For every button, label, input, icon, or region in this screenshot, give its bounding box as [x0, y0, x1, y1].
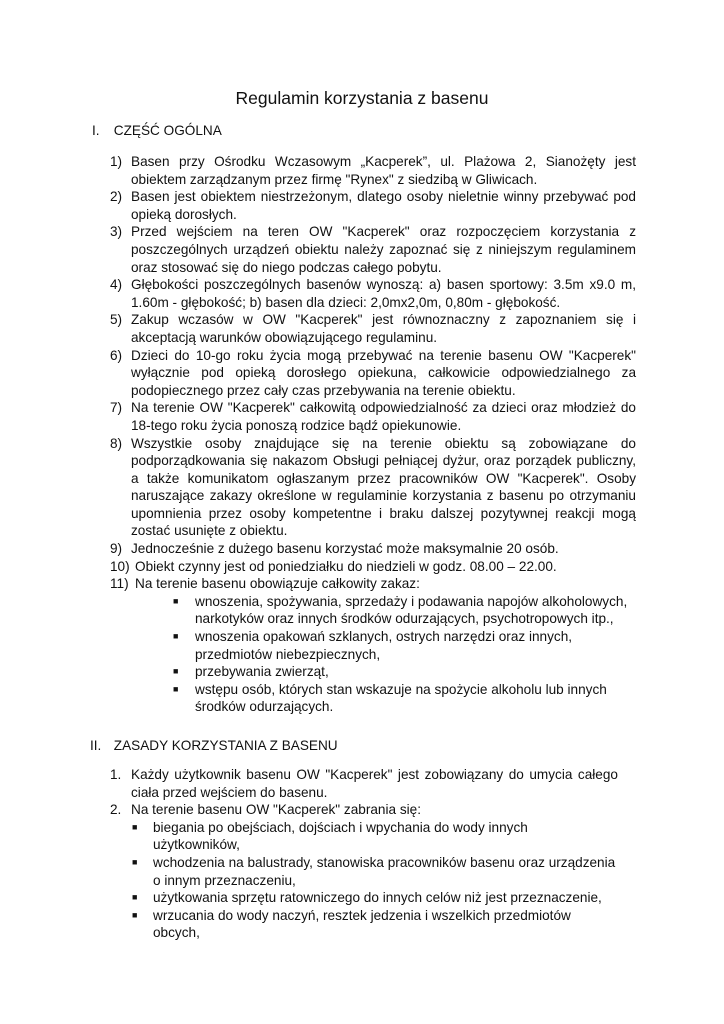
section-heading-general	[92, 123, 222, 138]
item-number: 10)	[110, 558, 130, 574]
item-text: Wszystkie osoby znajdujące się na terenie obiektu są zobowiązane do podporządkowania się nakazom Obsługi pełniącej dyżur, oraz porządek publiczny, a także komunikatom ogłaszanym przez pracowników OW "Kacperek". Osoby naruszające zakazy określone w regulaminie korzystania z basenu po otrzymaniu upomnienia przez osoby kompetentne i braku dalszej pozytywnej reakcji mogą zostać usunięte z obiektu.	[131, 435, 636, 539]
item-text: Przed wejściem na teren OW "Kacperek" oraz rozpoczęciem korzystania z poszczególnych urządzeń obiektu należy zapoznać się z niniejszym regulaminem oraz stosować się do niego podczas całego pobytu.	[131, 224, 636, 275]
item-number: 8)	[110, 435, 123, 451]
list-item	[110, 575, 636, 593]
general-rules-list	[110, 153, 636, 716]
list-item	[110, 435, 636, 541]
item-number: 3)	[110, 224, 123, 240]
item-number: 5)	[110, 312, 123, 328]
square-bullet-icon: ■	[132, 821, 138, 832]
bullet-text: wnoszenia, spożywania, sprzedaży i podawania napojów alkoholowych, narkotyków oraz innych środków odurzających, psychotropowych itp.,	[195, 593, 628, 627]
item-number: 11)	[110, 576, 129, 592]
item-text: Na terenie basenu obowiązuje całkowity zakaz:	[135, 576, 420, 592]
bullet-text: wchodzenia na balustrady, stanowiska pracowników basenu oraz urządzenia o innym przeznaczeniu,	[153, 854, 616, 888]
item-text: Każdy użytkownik basenu OW "Kacperek" jest zobowiązany do umycia całego ciała przed wejściem do basenu.	[131, 767, 618, 800]
list-item	[110, 399, 636, 434]
item-number: 2)	[110, 189, 123, 205]
item-text: Głębokości poszczególnych basenów wynoszą: a) basen sportowy: 3.5m x9.0 m, 1.60m - głębokość; b) basen dla dzieci: 2,0mx2,0m, 0,80m - głębokość.	[131, 277, 636, 310]
item-number: 2.	[110, 802, 122, 818]
item-text: Dzieci do 10-go roku życia mogą przebywać na terenie basenu OW "Kacperek" wyłącznie pod opieką dorosłego opiekuna, całkowicie odpowiedzialnego za podopiecznego przez cały czas przebywania na terenie obiektu.	[131, 347, 636, 398]
square-bullet-icon: ■	[173, 631, 179, 642]
list-item	[110, 223, 636, 276]
item-text: Obiekt czynny jest od poniedziałku do niedzieli w godz. 08.00 – 22.00.	[135, 558, 557, 574]
square-bullet-icon: ■	[173, 595, 179, 606]
bullet-item	[110, 889, 618, 907]
document-title	[56, 88, 724, 109]
list-item	[110, 276, 636, 311]
title-text: Regulamin korzystania z basenu	[235, 88, 489, 108]
item-number: 1)	[110, 154, 123, 169]
bullet-item	[110, 681, 636, 716]
section-title: ZASADY KORZYSTANIA Z BASENU	[113, 738, 338, 753]
list-item	[110, 153, 636, 188]
bullet-item	[110, 593, 636, 628]
bullet-list	[110, 819, 618, 942]
square-bullet-icon: ■	[132, 856, 138, 867]
item-number: 9)	[110, 541, 123, 557]
section-number: I.	[92, 123, 100, 138]
bullet-text: użytkowania sprzętu ratowniczego do innych celów niż jest przeznaczenie,	[153, 890, 602, 906]
list-item	[110, 188, 636, 223]
item-number: 6)	[110, 347, 123, 363]
item-text: Jednocześnie z dużego basenu korzystać może maksymalnie 20 osób.	[131, 541, 559, 557]
section-heading-rules	[90, 738, 338, 753]
bullet-text: wnoszenia opakowań szklanych, ostrych narzędzi oraz innych, przedmiotów niebezpiecznych,	[195, 629, 573, 662]
bullet-item	[110, 819, 618, 854]
pool-rules-list	[110, 766, 618, 942]
item-number: 4)	[110, 277, 123, 293]
bullet-item	[110, 663, 636, 681]
item-text: Zakup wczasów w OW "Kacperek" jest równoznaczny z zapoznaniem się i akceptacją warunków obowiązującego regulaminu.	[131, 312, 636, 345]
bullet-text: wrzucania do wody naczyń, resztek jedzenia i wszelkich przedmiotów obcych,	[153, 907, 571, 941]
list-item	[110, 558, 636, 576]
bullet-text: przebywania zwierząt,	[195, 664, 329, 680]
list-item	[110, 540, 636, 558]
item-text: Na terenie OW "Kacperek" całkowitą odpowiedzialność za dzieci oraz młodzież do 18-tego roku życia ponoszą rodzice bądź opiekunowie.	[131, 400, 636, 433]
bullet-item	[110, 907, 618, 942]
item-number: 1.	[110, 767, 122, 782]
list-item	[110, 311, 636, 346]
section-number: II.	[90, 738, 102, 753]
square-bullet-icon: ■	[173, 666, 179, 677]
square-bullet-icon: ■	[173, 683, 179, 694]
list-item	[110, 766, 618, 801]
item-text: Basen jest obiektem niestrzeżonym, dlatego osoby nieletnie winny przebywać pod opieką dorosłych.	[131, 189, 636, 222]
bullet-item	[110, 854, 618, 889]
square-bullet-icon: ■	[132, 909, 138, 920]
list-item	[110, 347, 636, 400]
bullet-text: biegania po obejściach, dojściach i wpychania do wody innych użytkowników,	[153, 819, 528, 853]
square-bullet-icon: ■	[132, 892, 138, 903]
list-item	[110, 801, 618, 819]
bullet-item	[110, 628, 636, 663]
item-number: 7)	[110, 400, 123, 416]
bullet-text: wstępu osób, których stan wskazuje na spożycie alkoholu lub innych środków odurzających.	[195, 681, 607, 715]
item-text: Basen przy Ośrodku Wczasowym „Kacperek”, ul. Plażowa 2, Sianożęty jest obiektem zarządzanym przez firmę "Rynex" z siedzibą w Gliwicach.	[131, 154, 636, 187]
section-title: CZĘŚĆ OGÓLNA	[113, 123, 222, 138]
bullet-list	[110, 593, 636, 716]
item-text: Na terenie basenu OW "Kacperek" zabrania się:	[131, 802, 421, 818]
